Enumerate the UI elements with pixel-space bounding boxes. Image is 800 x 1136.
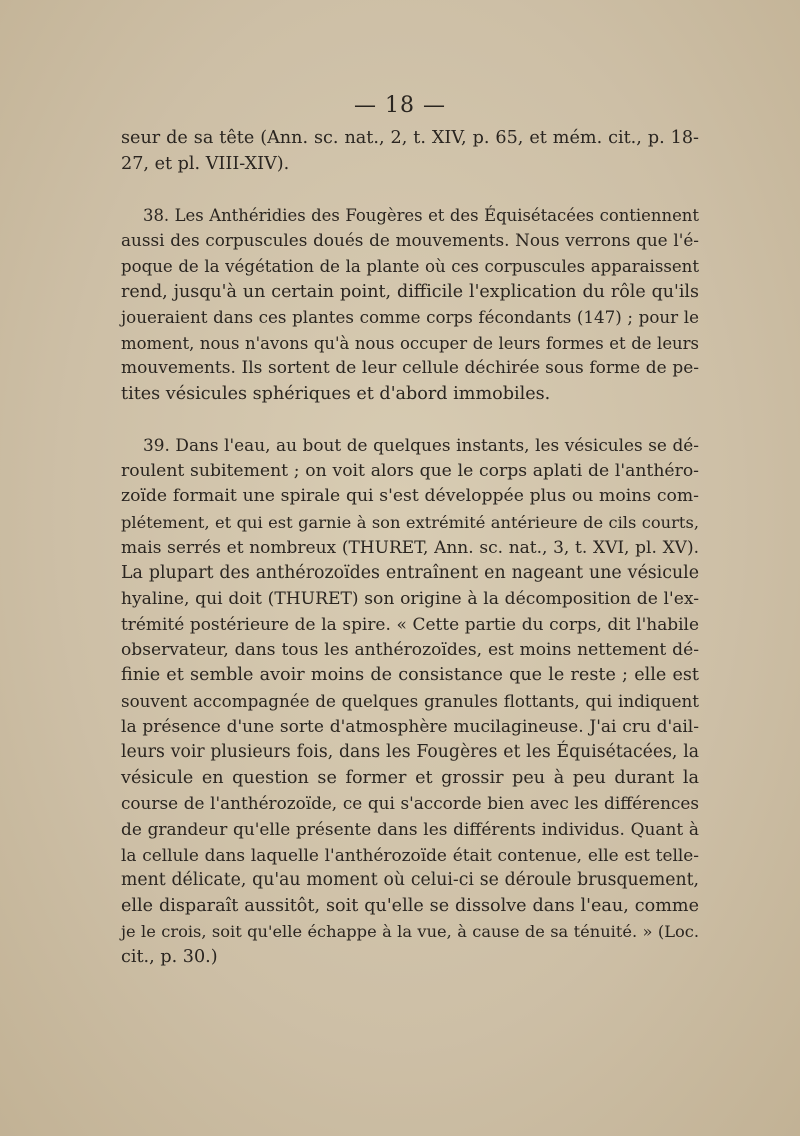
text-line: tites vésicules sphériques et d'abord immobiles. [121, 383, 551, 404]
text-line: La plupart des anthérozoïdes entraînent en nageant une vésicule [121, 563, 699, 584]
text-line: observateur, dans tous les anthérozoïdes, est moins nettement dé- [121, 639, 699, 660]
text-line: souvent accompagnée de quelques granules flottants, qui indiquent [121, 691, 699, 712]
text-line: vésicule en question se former et grossir peu à peu durant la [121, 767, 699, 788]
text-line: rend, jusqu'à un certain point, difficile l'explication du rôle qu'ils [121, 281, 699, 302]
text-line: la cellule dans laquelle l'anthérozoïde était contenue, elle est telle- [121, 844, 699, 865]
text-line: la présence d'une sorte d'atmosphère mucilagineuse. J'ai cru d'ail- [121, 716, 699, 737]
paragraph-gap [121, 408, 699, 434]
text-line: zoïde formait une spirale qui s'est développée plus ou moins com- [121, 486, 699, 507]
text-line: 27, et pl. VIII-XIV). [121, 153, 290, 174]
text-line: finie et semble avoir moins de consistance que le reste ; elle est [121, 665, 699, 686]
text-line: plétement, et qui est garnie à son extrémité antérieure de cils courts, [121, 512, 699, 532]
text-line: hyaline, qui doit (THURET) son origine à la décomposition de l'ex- [121, 588, 699, 609]
text-line: aussi des corpuscules doués de mouvements. Nous verrons que l'é- [121, 230, 699, 251]
text-line: de grandeur qu'elle présente dans les différents individus. Quant à [121, 819, 699, 840]
text-line: mouvements. Ils sortent de leur cellule déchirée sous forme de pe- [121, 358, 699, 379]
text-line: roulent subitement ; on voit alors que le corps aplati de l'anthéro- [121, 460, 699, 481]
text-line: course de l'anthérozoïde, ce qui s'accorde bien avec les différences [121, 793, 699, 814]
paragraph-39 [121, 433, 699, 970]
text-line: seur de sa tête (Ann. sc. nat., 2, t. XIV, p. 65, et mém. cit., p. 18- [121, 128, 699, 148]
page-number: — 18 — [354, 93, 446, 118]
body-text [121, 126, 699, 971]
paragraph-38 [121, 203, 699, 408]
paragraph-gap [121, 177, 699, 203]
text-line: je le crois, soit qu'elle échappe à la vue, à cause de sa ténuité. » (Loc. [121, 922, 699, 942]
text-line: 38. Les Anthéridies des Fougères et des Équisétacées contiennent [143, 205, 699, 225]
text-line: 39. Dans l'eau, au bout de quelques instants, les vésicules se dé- [143, 435, 699, 456]
text-line: moment, nous n'avons qu'à nous occuper de leurs formes et de leurs [121, 333, 699, 353]
text-line: ment délicate, qu'au moment où celui-ci se déroule brusquement, [121, 870, 699, 891]
text-line: leurs voir plusieurs fois, dans les Fougères et les Équisétacées, la [121, 742, 699, 763]
paragraph-continuation [121, 126, 699, 177]
text-line: mais serrés et nombreux (THURET, Ann. sc. nat., 3, t. XVI, pl. XV). [121, 537, 699, 558]
text-line: cit., p. 30.) [121, 947, 218, 967]
text-line: trémité postérieure de la spire. « Cette partie du corps, dit l'habile [121, 614, 699, 635]
text-line: poque de la végétation de la plante où ces corpuscules apparaissent [121, 256, 699, 276]
text-line: elle disparaît aussitôt, soit qu'elle se dissolve dans l'eau, comme [121, 895, 699, 916]
text-line: joueraient dans ces plantes comme corps fécondants (147) ; pour le [121, 307, 699, 328]
